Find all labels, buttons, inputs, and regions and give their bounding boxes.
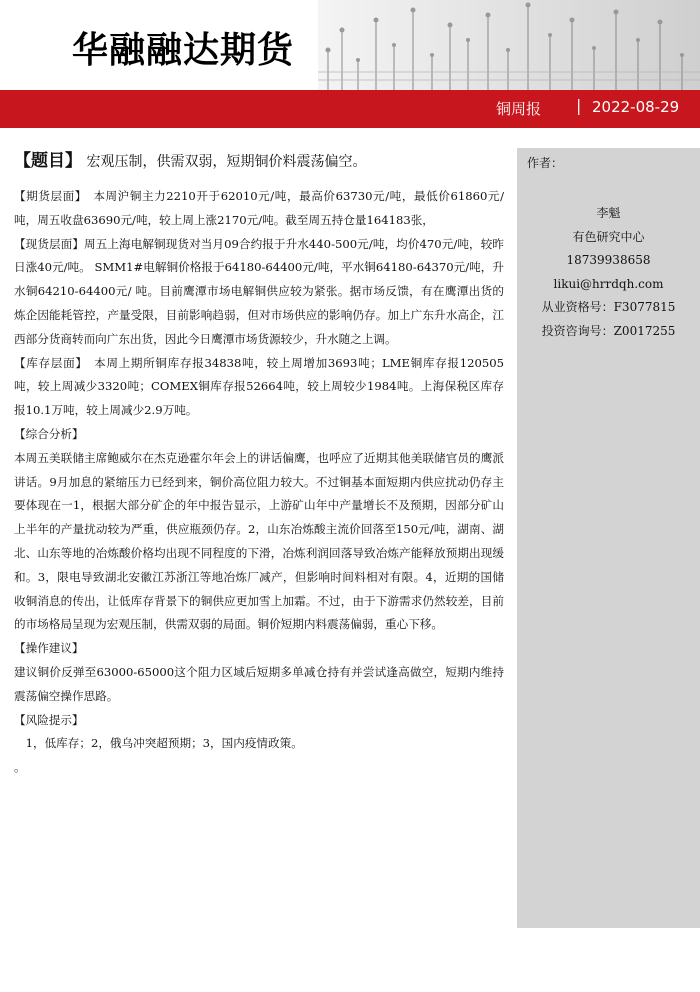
banner-separator: | — [576, 96, 582, 115]
author-qualification: 从业资格号：F3077815 — [541, 300, 676, 314]
risk-heading: 【风险提示】 — [14, 712, 84, 727]
decorative-pattern-image — [318, 0, 700, 90]
advice-heading: 【操作建议】 — [14, 641, 84, 656]
report-header — [0, 0, 700, 90]
spot-text: 周五上海电解铜现货对当月09合约报于升水440-500元/吨，均价470元/吨，较昨日涨40元/吨。 SMM1#电解铜价格报于64180-64400元/吨，平水铜64180-64370元/吨，升水铜64210-64400元/ 吨。目前鹰潭市场电解铜供应较为紧张。据市场反馈，有在鹰潭出货的炼企因能耗管控，产量受限，目前影响趋弱，但对市场供应的影响仍存。加上广东升水高企，江西部分货商转而向广东出货，因此今日鹰潭市场货源较少，升水随之上调。 — [14, 236, 504, 346]
inventory-section — [14, 352, 504, 423]
report-type-label: 铜周报 — [496, 100, 542, 118]
author-sidebar — [517, 148, 700, 928]
futures-text: 本周沪铜主力2210开于62010元/吨，最高价63730元/吨，最低价61860元/吨，周五收盘63690元/吨，较上周上涨2170元/吨。截至周五持仓量164183张， — [14, 189, 504, 227]
author-info — [517, 202, 700, 343]
analysis-heading: 【综合分析】 — [14, 426, 84, 441]
report-body — [14, 148, 504, 780]
risk-text: 1，低库存；2，俄乌冲突超预期；3，国内疫情政策。 — [14, 736, 303, 751]
inventory-label: 【库存层面】 — [14, 355, 82, 370]
advice-text: 建议铜价反弹至63000-65000这个阻力区域后短期多单减仓持有并尝试逢高做空，短期内维持震荡偏空操作思路。 — [14, 664, 504, 703]
author-email: likui@hrrdqh.com — [553, 276, 664, 291]
report-banner — [0, 90, 700, 128]
author-consulting-number: 投资咨询号：Z0017255 — [541, 323, 676, 338]
inventory-text: 本周上期所铜库存报34838吨，较上周增加3693吨；LME铜库存报120505吨，较上周减少3320吨；COMEX铜库存报52664吨，较上周较少1984吨。上海保税区库存报10.1万吨，较上周减少2.9万吨。 — [14, 355, 504, 418]
spot-label: 【现货层面】 — [14, 236, 85, 251]
company-logo-text: 华融融达期货 — [72, 30, 295, 71]
futures-section — [14, 185, 504, 233]
title-text: 宏观压制，供需双弱，短期铜价料震荡偏空。 — [86, 154, 367, 170]
report-title — [14, 148, 504, 175]
trailing-mark: 。 — [14, 760, 26, 775]
author-name: 李魁 — [596, 206, 621, 220]
author-label: 作者： — [527, 156, 564, 170]
analysis-text: 本周五美联储主席鲍威尔在杰克逊霍尔年会上的讲话偏鹰，也呼应了近期其他美联储官员的鹰派讲话。9月加息的紧缩压力已经到来，铜价高位阻力较大。不过铜基本面短期内供应扰动仍存主要体现在一1，根据大部分矿企的年中报告显示，上游矿山年中产量增长不及预期，因部分矿山上半年的产量扰动较为严重，供应瓶颈仍存。2，山东冶炼酸主流价回落至150元/吨，湖南、湖北、山东等地的冶炼酸价格均出现不同程度的下滑，冶炼利润回落导致冶炼产能释放预期出现缓和。3，限电导致湖北安徽江苏浙江等地冶炼厂减产，但影响时间料相对有限。4，近期的国储收铜消息的传出，让低库存背景下的铜供应更加雪上加霜。不过，由于下游需求仍然较差，目前的市场格局呈现为宏观压制，供需双弱的局面。铜价短期内料震荡偏弱，重心下移。 — [14, 450, 504, 632]
author-department: 有色研究中心 — [572, 229, 645, 244]
futures-label: 【期货层面】 — [14, 189, 82, 203]
author-phone: 18739938658 — [566, 253, 651, 267]
report-date: 2022-08-29 — [592, 98, 680, 116]
title-label: 【题目】 — [14, 151, 82, 171]
spot-section — [14, 233, 504, 352]
